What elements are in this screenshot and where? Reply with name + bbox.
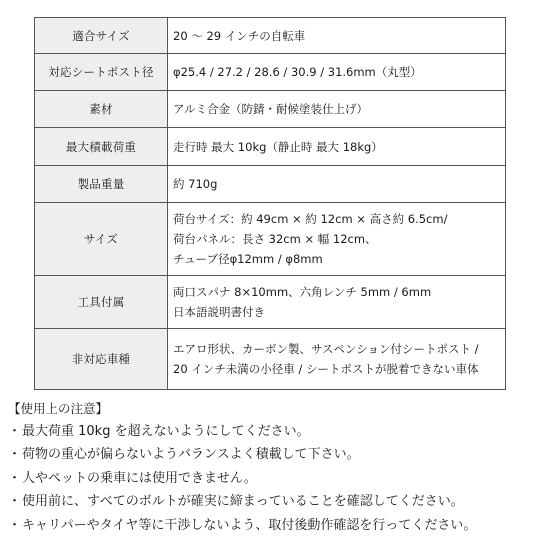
spec-label: 適合サイズ	[35, 18, 168, 54]
spec-row-weight	[35, 166, 506, 203]
spec-label: 最大積載荷重	[35, 128, 168, 166]
spec-label: 製品重量	[35, 166, 168, 203]
note-text: キャリパーやタイヤ等に干渉しないよう、取付後動作確認を行ってください。	[22, 517, 477, 533]
spec-value-line: 荷台パネル：長さ 32cm × 幅 12cm、	[173, 232, 377, 246]
spec-value	[168, 18, 506, 54]
spec-table	[34, 17, 506, 390]
spec-row-tools	[35, 276, 506, 329]
note-item	[8, 467, 528, 490]
spec-value	[168, 166, 506, 203]
note-item	[8, 514, 528, 537]
spec-value-line: 20 インチ未満の小径車 / シートポストが脱着できない車体	[173, 362, 479, 376]
bullet: ・	[8, 470, 22, 486]
note-text: 人やペットの乗車には使用できません。	[22, 470, 257, 486]
spec-value-line: 走行時 最大 10kg（静止時 最大 18kg）	[173, 139, 383, 154]
spec-label: 対応シートポスト径	[35, 54, 168, 91]
bullet: ・	[8, 517, 22, 533]
spec-value	[168, 203, 506, 276]
note-text: 荷物の重心が偏らないようバランスよく積載して下さい。	[22, 447, 360, 463]
spec-label: 素材	[35, 91, 168, 128]
bullet: ・	[8, 447, 22, 463]
spec-value	[168, 91, 506, 128]
spec-label: 非対応車種	[35, 329, 168, 390]
note-item	[8, 420, 528, 443]
spec-value-line: エアロ形状、カーボン製、サスペンション付シートポスト /	[173, 342, 479, 356]
bullet: ・	[8, 424, 22, 439]
spec-row-max-load	[35, 128, 506, 166]
spec-row-material	[35, 91, 506, 128]
spec-label: サイズ	[35, 203, 168, 276]
bullet: ・	[8, 494, 22, 510]
spec-value	[168, 276, 506, 329]
spec-value	[168, 54, 506, 91]
spec-row-size	[35, 203, 506, 276]
note-item	[8, 443, 528, 466]
spec-row-fit-size	[35, 18, 506, 54]
note-text: 使用前に、すべてのボルトが確実に締まっていることを確認してください。	[22, 494, 464, 510]
usage-notes	[8, 398, 528, 537]
spec-value-line: 両口スパナ 8×10mm、六角レンチ 5mm / 6mm	[173, 285, 432, 299]
spec-value-line: 日本語説明書付き	[173, 305, 265, 319]
spec-value-line: 約 710g	[173, 177, 218, 191]
note-text: 最大荷重 10kg を超えないようにしてください。	[22, 424, 310, 439]
spec-value-line: チューブ径φ12mm / φ8mm	[173, 252, 323, 266]
spec-value-line: 20 ～ 29 インチの自転車	[173, 28, 306, 43]
notes-title: 【使用上の注意】	[8, 401, 109, 416]
spec-value	[168, 128, 506, 166]
spec-row-incompatible	[35, 329, 506, 390]
spec-label: 工具付属	[35, 276, 168, 329]
spec-value-line: アルミ合金（防錆・耐候塗装仕上げ）	[173, 102, 369, 116]
note-item	[8, 490, 528, 513]
spec-row-seatpost	[35, 54, 506, 91]
spec-value	[168, 329, 506, 390]
spec-value-line: φ25.4 / 27.2 / 28.6 / 30.9 / 31.6mm（丸型）	[173, 65, 422, 79]
spec-value-line: 荷台サイズ：約 49cm × 約 12cm × 高さ約 6.5cm/	[173, 212, 448, 226]
